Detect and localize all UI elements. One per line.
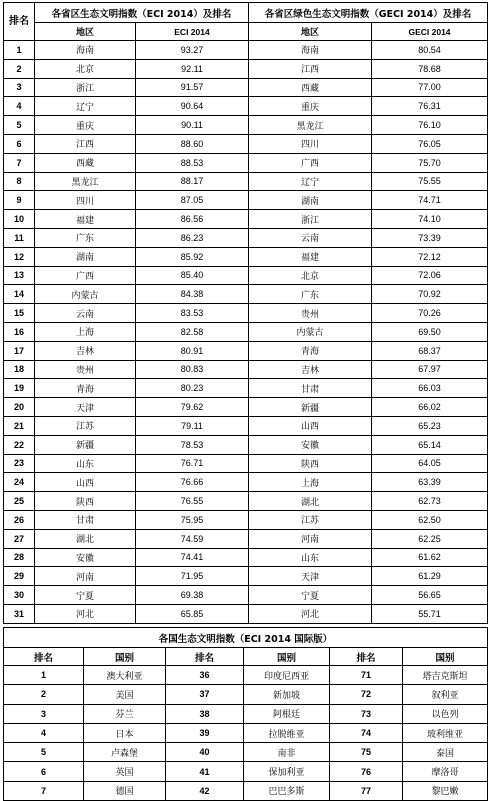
table-row [4,704,488,723]
eci-region-cell: 上海 [35,322,136,341]
rank-cell: 28 [4,548,35,567]
rank-cell: 5 [4,116,35,135]
eci-region-cell: 湖北 [35,529,136,548]
eci-score-cell: 80.83 [136,360,249,379]
country-rank-cell: 74 [330,723,403,742]
eci-score-cell: 88.17 [136,172,249,191]
geci-region-cell: 四川 [249,134,372,153]
table-row [4,454,488,473]
eci-region-cell: 浙江 [35,78,136,97]
eci-region-cell: 吉林 [35,341,136,360]
rank-cell: 10 [4,210,35,229]
country-rank-cell: 42 [166,781,244,800]
country-name-cell: 塔吉克斯坦 [403,666,488,685]
eci-score-cell: 69.38 [136,586,249,605]
rank-header-2: 排名 [166,648,244,666]
provincial-title-row [4,3,488,23]
country-name-cell: 英国 [84,762,166,781]
eci-region-cell: 青海 [35,379,136,398]
country-rank-cell: 77 [330,781,403,800]
geci-score-cell: 64.05 [372,454,488,473]
eci-region-cell: 山西 [35,473,136,492]
table-row [4,685,488,704]
country-name-cell: 南非 [244,743,330,762]
table-row [4,604,488,623]
country-rank-cell: 4 [4,723,84,742]
table-row [4,134,488,153]
country-rank-cell: 39 [166,723,244,742]
table-row [4,548,488,567]
rank-cell: 30 [4,586,35,605]
table-row [4,723,488,742]
rank-cell: 31 [4,604,35,623]
country-rank-cell: 7 [4,781,84,800]
eci-region-cell: 江苏 [35,416,136,435]
eci-region-cell: 宁夏 [35,586,136,605]
table-row [4,153,488,172]
geci-score-cell: 76.31 [372,97,488,116]
rank-header-1: 排名 [4,648,84,666]
country-rank-cell: 71 [330,666,403,685]
geci-score-cell: 66.03 [372,379,488,398]
country-rank-cell: 3 [4,704,84,723]
eci-score-cell: 86.56 [136,210,249,229]
eci-region-header: 地区 [35,23,136,41]
geci-score-cell: 62.50 [372,510,488,529]
table-row [4,586,488,605]
geci-region-cell: 河南 [249,529,372,548]
geci-score-cell: 61.29 [372,567,488,586]
eci-region-cell: 山东 [35,454,136,473]
country-name-cell: 摩洛哥 [403,762,488,781]
geci-region-cell: 重庆 [249,97,372,116]
table-row [4,435,488,454]
eci-score-cell: 93.27 [136,41,249,60]
geci-score-cell: 66.02 [372,398,488,417]
eci-score-cell: 65.85 [136,604,249,623]
eci-region-cell: 云南 [35,304,136,323]
table-row [4,41,488,60]
eci-region-cell: 广西 [35,266,136,285]
geci-score-cell: 62.25 [372,529,488,548]
eci-region-cell: 辽宁 [35,97,136,116]
rank-cell: 20 [4,398,35,417]
geci-region-cell: 广西 [249,153,372,172]
rank-column-header: 排名 [4,3,35,41]
rank-cell: 12 [4,247,35,266]
country-name-cell: 保加利亚 [244,762,330,781]
table-row [4,379,488,398]
geci-score-cell: 63.39 [372,473,488,492]
eci-score-cell: 88.53 [136,153,249,172]
geci-score-cell: 67.97 [372,360,488,379]
table-row [4,210,488,229]
eci-region-cell: 河南 [35,567,136,586]
eci-region-cell: 重庆 [35,116,136,135]
rank-cell: 17 [4,341,35,360]
geci-region-cell: 海南 [249,41,372,60]
country-header-3: 国别 [403,648,488,666]
eci-score-header: ECI 2014 [136,23,249,41]
rank-header-3: 排名 [330,648,403,666]
geci-region-cell: 辽宁 [249,172,372,191]
rank-cell: 19 [4,379,35,398]
geci-region-cell: 湖北 [249,492,372,511]
geci-score-cell: 73.39 [372,228,488,247]
country-name-cell: 泰国 [403,743,488,762]
eci-region-cell: 安徽 [35,548,136,567]
geci-region-cell: 青海 [249,341,372,360]
geci-score-cell: 78.68 [372,59,488,78]
table-row [4,172,488,191]
country-rank-cell: 40 [166,743,244,762]
geci-score-cell: 65.23 [372,416,488,435]
geci-score-cell: 75.70 [372,153,488,172]
country-rank-cell: 36 [166,666,244,685]
rank-cell: 9 [4,191,35,210]
international-eci-table [3,627,488,801]
geci-region-cell: 湖南 [249,191,372,210]
rank-cell: 3 [4,78,35,97]
geci-score-cell: 55.71 [372,604,488,623]
rank-cell: 16 [4,322,35,341]
geci-region-cell: 贵州 [249,304,372,323]
eci-score-cell: 74.59 [136,529,249,548]
table-row [4,492,488,511]
table-row [4,510,488,529]
table-row [4,360,488,379]
country-rank-cell: 5 [4,743,84,762]
geci-region-cell: 新疆 [249,398,372,417]
country-rank-cell: 41 [166,762,244,781]
table-row [4,473,488,492]
rank-cell: 27 [4,529,35,548]
eci-score-cell: 88.60 [136,134,249,153]
rank-cell: 26 [4,510,35,529]
geci-score-cell: 56.65 [372,586,488,605]
table-row [4,285,488,304]
country-rank-cell: 76 [330,762,403,781]
eci-score-cell: 85.40 [136,266,249,285]
geci-score-cell: 74.10 [372,210,488,229]
eci-region-cell: 河北 [35,604,136,623]
rank-cell: 11 [4,228,35,247]
rank-cell: 22 [4,435,35,454]
geci-region-cell: 山东 [249,548,372,567]
geci-score-cell: 74.71 [372,191,488,210]
country-name-cell: 巴巴多斯 [244,781,330,800]
country-name-cell: 日本 [84,723,166,742]
geci-region-cell: 西藏 [249,78,372,97]
geci-score-cell: 68.37 [372,341,488,360]
country-name-cell: 玻利维亚 [403,723,488,742]
country-name-cell: 以色列 [403,704,488,723]
eci-region-cell: 湖南 [35,247,136,266]
rank-cell: 6 [4,134,35,153]
country-name-cell: 澳大利亚 [84,666,166,685]
provincial-header-row [4,23,488,41]
geci-region-cell: 江西 [249,59,372,78]
country-name-cell: 美国 [84,685,166,704]
eci-score-cell: 92.11 [136,59,249,78]
table-row [4,416,488,435]
eci-region-cell: 广东 [35,228,136,247]
geci-score-cell: 76.10 [372,116,488,135]
country-rank-cell: 6 [4,762,84,781]
rank-cell: 14 [4,285,35,304]
geci-region-cell: 广东 [249,285,372,304]
table-row [4,97,488,116]
geci-score-header: GECI 2014 [372,23,488,41]
rank-cell: 1 [4,41,35,60]
geci-region-cell: 江苏 [249,510,372,529]
eci-score-cell: 79.62 [136,398,249,417]
eci-region-cell: 江西 [35,134,136,153]
country-rank-cell: 75 [330,743,403,762]
country-rank-cell: 73 [330,704,403,723]
country-header-1: 国别 [84,648,166,666]
geci-region-cell: 内蒙古 [249,322,372,341]
geci-region-cell: 河北 [249,604,372,623]
geci-region-cell: 甘肃 [249,379,372,398]
eci-score-cell: 76.66 [136,473,249,492]
eci-score-cell: 76.71 [136,454,249,473]
eci-score-cell: 78.53 [136,435,249,454]
rank-cell: 24 [4,473,35,492]
country-name-cell: 黎巴嫩 [403,781,488,800]
table-row [4,567,488,586]
table-row [4,398,488,417]
eci-score-cell: 91.57 [136,78,249,97]
rank-cell: 4 [4,97,35,116]
table-row [4,341,488,360]
table-row [4,304,488,323]
eci-score-cell: 86.23 [136,228,249,247]
table-row [4,116,488,135]
geci-score-cell: 70.92 [372,285,488,304]
geci-region-cell: 吉林 [249,360,372,379]
eci-score-cell: 74.41 [136,548,249,567]
table-row [4,529,488,548]
eci-score-cell: 90.11 [136,116,249,135]
eci-score-cell: 83.53 [136,304,249,323]
eci-score-cell: 90.64 [136,97,249,116]
rank-cell: 21 [4,416,35,435]
eci-score-cell: 79.11 [136,416,249,435]
international-title-row [4,628,488,648]
rank-cell: 15 [4,304,35,323]
country-name-cell: 叙利亚 [403,685,488,704]
geci-score-cell: 65.14 [372,435,488,454]
international-header-row [4,648,488,666]
eci-score-cell: 85.92 [136,247,249,266]
table-row [4,228,488,247]
geci-region-cell: 天津 [249,567,372,586]
eci-region-cell: 四川 [35,191,136,210]
eci-region-cell: 西藏 [35,153,136,172]
geci-score-cell: 61.62 [372,548,488,567]
geci-region-cell: 云南 [249,228,372,247]
table-row [4,78,488,97]
geci-score-cell: 76.05 [372,134,488,153]
geci-score-cell: 72.06 [372,266,488,285]
geci-region-cell: 宁夏 [249,586,372,605]
eci-score-cell: 71.95 [136,567,249,586]
eci-region-cell: 天津 [35,398,136,417]
geci-score-cell: 75.55 [372,172,488,191]
table-row [4,247,488,266]
table-row [4,743,488,762]
eci-region-cell: 贵州 [35,360,136,379]
country-rank-cell: 1 [4,666,84,685]
geci-score-cell: 62.73 [372,492,488,511]
eci-score-cell: 87.05 [136,191,249,210]
geci-region-cell: 北京 [249,266,372,285]
eci-region-cell: 黑龙江 [35,172,136,191]
country-name-cell: 新加坡 [244,685,330,704]
eci-table-title: 各省区生态文明指数（ECI 2014）及排名 [35,3,249,23]
geci-score-cell: 69.50 [372,322,488,341]
geci-score-cell: 70.26 [372,304,488,323]
rank-cell: 13 [4,266,35,285]
country-name-cell: 卢森堡 [84,743,166,762]
eci-score-cell: 82.58 [136,322,249,341]
country-rank-cell: 2 [4,685,84,704]
geci-region-cell: 浙江 [249,210,372,229]
rank-cell: 2 [4,59,35,78]
rank-cell: 8 [4,172,35,191]
geci-region-cell: 福建 [249,247,372,266]
country-name-cell: 德国 [84,781,166,800]
country-name-cell: 拉脱维亚 [244,723,330,742]
rank-cell: 23 [4,454,35,473]
eci-region-cell: 北京 [35,59,136,78]
geci-region-header: 地区 [249,23,372,41]
eci-score-cell: 84.38 [136,285,249,304]
rank-cell: 18 [4,360,35,379]
table-row [4,322,488,341]
geci-table-title: 各省区绿色生态文明指数（GECI 2014）及排名 [249,3,488,23]
eci-score-cell: 75.95 [136,510,249,529]
rank-cell: 29 [4,567,35,586]
country-header-2: 国别 [244,648,330,666]
table-row [4,191,488,210]
table-row [4,666,488,685]
country-rank-cell: 72 [330,685,403,704]
rank-cell: 25 [4,492,35,511]
geci-score-cell: 77.00 [372,78,488,97]
eci-region-cell: 海南 [35,41,136,60]
geci-region-cell: 山西 [249,416,372,435]
country-name-cell: 阿根廷 [244,704,330,723]
country-name-cell: 芬兰 [84,704,166,723]
country-rank-cell: 37 [166,685,244,704]
rank-cell: 7 [4,153,35,172]
eci-region-cell: 陕西 [35,492,136,511]
eci-score-cell: 80.91 [136,341,249,360]
country-rank-cell: 38 [166,704,244,723]
eci-region-cell: 新疆 [35,435,136,454]
geci-score-cell: 80.54 [372,41,488,60]
table-row [4,59,488,78]
geci-score-cell: 72.12 [372,247,488,266]
table-row [4,266,488,285]
eci-score-cell: 76.55 [136,492,249,511]
geci-region-cell: 安徽 [249,435,372,454]
international-table-title: 各国生态文明指数（ECI 2014 国际版） [4,628,488,648]
eci-region-cell: 福建 [35,210,136,229]
geci-region-cell: 陕西 [249,454,372,473]
country-name-cell: 印度尼西亚 [244,666,330,685]
table-row [4,762,488,781]
table-row [4,781,488,800]
eci-region-cell: 内蒙古 [35,285,136,304]
geci-region-cell: 黑龙江 [249,116,372,135]
provincial-eci-table [3,2,488,624]
geci-region-cell: 上海 [249,473,372,492]
eci-score-cell: 80.23 [136,379,249,398]
eci-region-cell: 甘肃 [35,510,136,529]
